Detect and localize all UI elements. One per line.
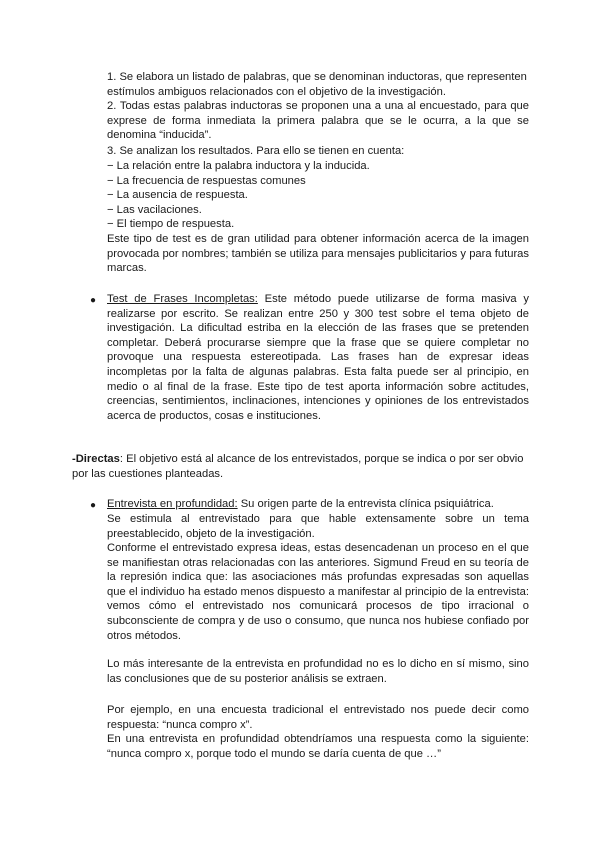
directas-body: : El objetivo está al alcance de los entrevistados, porque se indica o por ser obvio por las cuestiones planteadas. [72, 453, 524, 480]
entrevista-p3: Lo más interesante de la entrevista en profundidad no es lo dicho en sí mismo, sino las conclusiones que de su posterior análisis se extraen. [107, 658, 529, 685]
frases-paragraph [107, 292, 529, 423]
list-item-3: 3. Se analizan los resultados. Para ello se tienen en cuenta: [107, 145, 405, 157]
frases-title: Test de Frases Incompletas: [107, 293, 258, 305]
list-item-1: 1. Se elabora un listado de palabras, que se denominan inductoras, que representen estímulos ambiguos relacionados con el objetivo de la investigación. [107, 71, 527, 98]
bullet-frases: ● [90, 295, 97, 306]
frases-body: Este método puede utilizarse de forma masiva y realizarse por escrito. Se realizan entre 250 y 300 test sobre el tema objeto de investigación. La dificultad estriba en la elección de las frases que se pretenden completar. Deberá procurarse siempre que la frase que se quiere completar no provoque una respuesta estereotipada. Las frases han de expresar ideas incompletas por la falta de algunas palabras. Esta falta puede ser al principio, en medio o al final de la frase. Este tipo de test aporta información sobre actitudes, creencias, sentimientos, inclinaciones, intenciones y opiniones de los entrevistados acerca de productos, cosas e instituciones. [107, 293, 529, 422]
sub-item-4: − Las vacilaciones. [107, 204, 202, 216]
list-closing: Este tipo de test es de gran utilidad para obtener información acerca de la imagen provocada por nombres; también se utiliza para mensajes publicitarios y para futuras marcas. [107, 233, 529, 275]
entrevista-title: Entrevista en profundidad: [107, 498, 238, 510]
entrevista-p4: Por ejemplo, en una encuesta tradicional el entrevistado nos puede decir como respuesta: “nunca compro x”. [107, 704, 529, 731]
sub-item-5: − El tiempo de respuesta. [107, 218, 235, 230]
entrevista-p1: Se estimula al entrevistado para que hable extensamente sobre un tema preestablecido, objeto de la investigación. [107, 513, 529, 540]
sub-item-2: − La frecuencia de respuestas comunes [107, 175, 306, 187]
directas-paragraph [72, 452, 530, 481]
sub-item-3: − La ausencia de respuesta. [107, 189, 248, 201]
entrevista-p5: En una entrevista en profundidad obtendríamos una respuesta como la siguiente: “nunca compro x, porque todo el mundo se daría cuenta de que …” [107, 733, 529, 760]
entrevista-p2: Conforme el entrevistado expresa ideas, estas desencadenan un proceso en el que se manifiestan otras relacionadas con las anteriores. Sigmund Freud en su teoría de la represión indica que: las asociaciones más profundas expresadas son aquellas que el individuo ha estado menos dispuesto a manifestar al principio de la entrevista: vemos cómo el entrevistado nos comunicará procesos de tipo irracional o subconsciente de compra y de uso o consumo, que nunca nos hubiese confiado por otros métodos. [107, 542, 529, 642]
list-item-2: 2. Todas estas palabras inductoras se proponen una a una al encuestado, para que exprese de forma inmediata la primera palabra que se le ocurra, a la que se denomina “inducida”. [107, 100, 529, 142]
sub-item-1: − La relación entre la palabra inductora y la inducida. [107, 160, 370, 172]
entrevista-lead: Su origen parte de la entrevista clínica psiquiátrica. [237, 498, 494, 510]
entrevista-heading [107, 497, 529, 512]
bullet-entrevista: ● [90, 500, 97, 511]
directas-label: -Directas [72, 453, 120, 465]
